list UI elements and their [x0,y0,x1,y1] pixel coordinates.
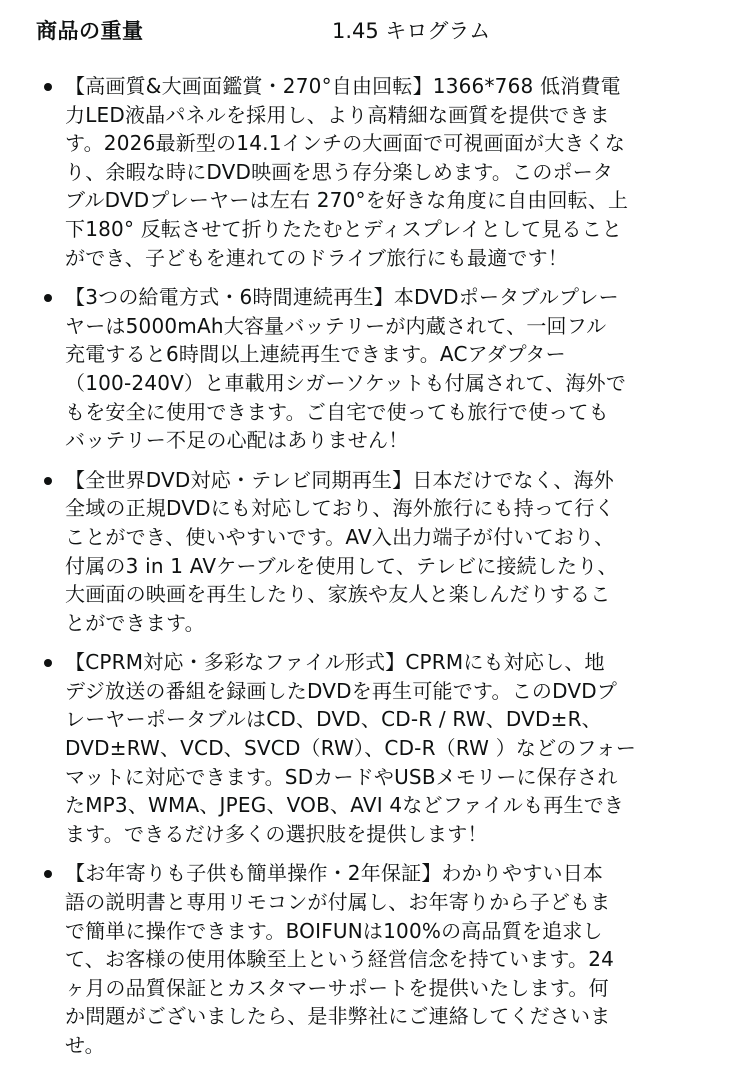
item-weight-value: 1.45 キログラム [332,19,491,43]
bullet-text-line: で簡単に操作できます。BOIFUNは100%の高品質を追求し [65,918,603,943]
feature-bullet-region [36,466,716,638]
bullet-text-line: DVD±RW、VCD、SVCD（RW）、CD-R（RW ）などのフォー [65,736,637,761]
bullet-text-line: ます。できるだけ多くの選択肢を提供します！ [65,821,488,846]
feature-bullet-list [36,72,716,1060]
bullet-text-line: か問題がございましたら、是非弊社にご連絡してくださいま [65,1004,611,1029]
bullet-text-line: す。2026最新型の14.1インチの大画面で可視画面が大きくな [65,131,626,156]
bullet-text-line: （100-240V）と車載用シガーソケットも付属されて、海外で [65,370,627,395]
feature-bullet-display [36,72,716,272]
feature-bullet-warranty [36,859,716,1059]
bullet-text-line: 全域の正規DVDにも対応しており、海外旅行にも持って行く [65,496,615,521]
bullet-text-line: ことができ、使いやすいです。AV入出力端子が付いており、 [65,524,615,549]
bullet-text-line: り、余暇な時にDVD映画を思う存分楽しめます。このポータ [65,159,614,184]
bullet-text-line: て、お客様の使用体験至上という経営信念を持ています。24 [65,947,615,972]
bullet-text-line: 充電すると6時間以上連続再生できます。ACアダプター [65,342,566,367]
bullet-text-line: ブルDVDプレーヤーは左右 270°を好きな角度に自由回転、上 [65,188,629,213]
bullet-dot-icon [44,477,52,485]
feature-bullet-formats [36,648,716,848]
bullet-text-line: 【高画質&大画面鑑賞・270°自由回転】1366*768 低消費電 [65,74,621,98]
bullet-text-line: デジ放送の番組を録画したDVDを再生可能です。このDVDプ [65,678,618,703]
bullet-text-line: ヶ月の品質保証とカスタマーサポートを提供いたします。何 [65,975,609,1000]
bullet-dot-icon [44,870,52,878]
bullet-text-line: ができ、子どもを連れてのドライブ旅行にも最適です！ [65,245,568,270]
bullet-dot-icon [44,294,52,302]
feature-bullet-power [36,283,716,455]
bullet-text-line: せ。 [65,1033,105,1057]
bullet-text-line: 大画面の映画を再生したり、家族や友人と楽しんだりするこ [65,582,611,607]
bullet-text-line: バッテリー不足の心配はありません！ [65,428,409,453]
item-weight-label: 商品の重量 [36,19,144,43]
item-weight-row [36,14,716,46]
bullet-text-line: 【CPRM対応・多彩なファイル形式】CPRMにも対応し、地 [65,650,605,675]
bullet-dot-icon [44,83,52,91]
bullet-text-line: 【全世界DVD対応・テレビ同期再生】日本だけでなく、海外 [65,467,614,492]
bullet-text-line: マットに対応できます。SDカードやUSBメモリーに保存され [65,764,618,789]
bullet-text-line: ヤーは5000mAh大容量バッテリーが内蔵されて、一回フル [65,313,607,338]
bullet-text-line: レーヤーポータブルはCD、DVD、CD-R / RW、DVD±R、 [65,707,602,732]
bullet-text-line: 下180° 反転させて折りたたむとディスプレイとして見ること [65,216,623,241]
bullet-text-line: 【お年寄りも子供も簡単操作・2年保証】わかりやすい日本 [65,861,604,886]
bullet-text-line: もを安全に使用できます。ご自宅で使っても旅行で使っても [65,399,609,424]
bullet-text-line: 力LED液晶パネルを採用し、より高精細な画質を提供できま [65,102,610,127]
bullet-text-line: たMP3、WMA、JPEG、VOB、AVI 4などファイルも再生でき [65,793,625,818]
bullet-text-line: 【3つの給電方式・6時間連続再生】本DVDポータブルプレー [65,285,619,310]
bullet-text-line: 語の説明書と専用リモコンが付属し、お年寄りから子どもま [65,890,611,915]
bullet-dot-icon [44,659,52,667]
bullet-text-line: とができます。 [65,610,205,635]
bullet-text-line: 付属の3 in 1 AVケーブルを使用して、テレビに接続したり、 [65,553,618,578]
